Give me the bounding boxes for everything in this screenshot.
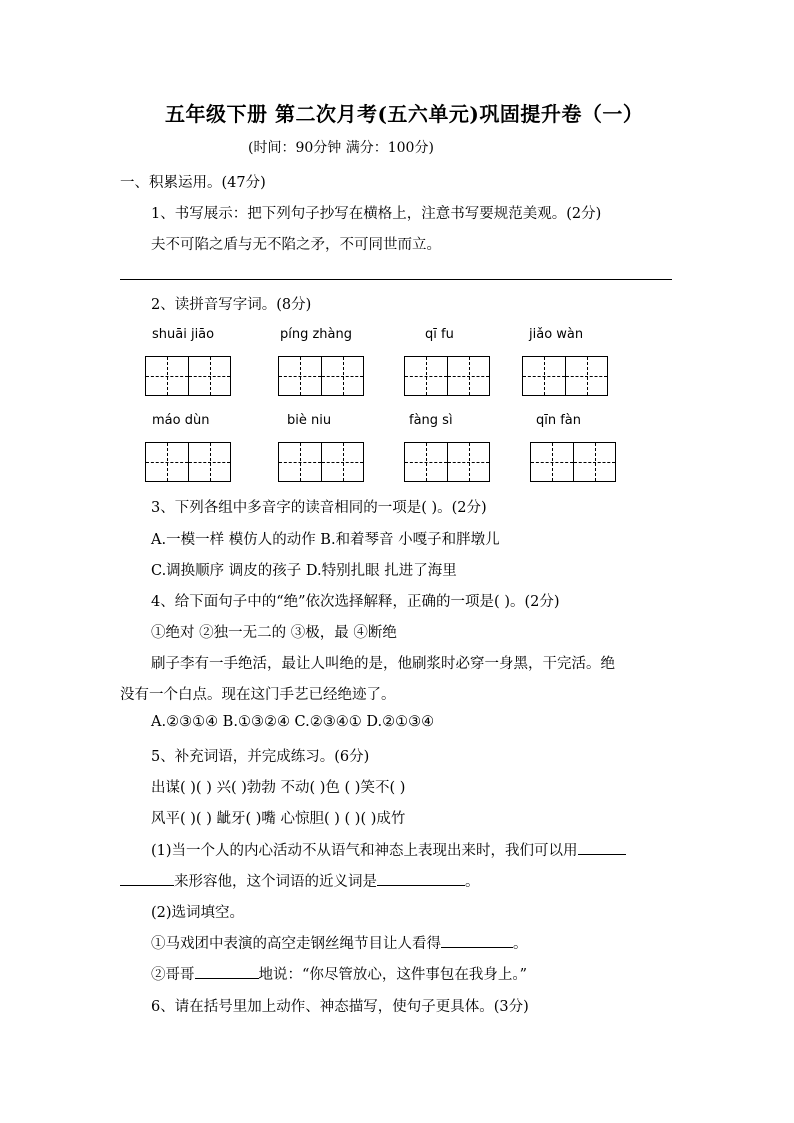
pinyin-label: fàng sì: [409, 413, 453, 428]
q2-prompt: 2、读拼音写字词。(8分): [151, 297, 312, 313]
character-grid[interactable]: [530, 442, 616, 482]
answer-blank[interactable]: [120, 885, 174, 886]
pinyin-label: shuāi jiāo: [152, 327, 215, 342]
pinyin-label: qī fu: [425, 327, 454, 342]
q6-prompt: 6、请在括号里加上动作、神态描写，使句子更具体。(3分): [151, 999, 529, 1015]
section-heading: 一、积累运用。(47分): [120, 175, 266, 191]
character-grid[interactable]: [522, 356, 608, 396]
q5-sub1-cont: 来形容他，这个词语的近义词是 。: [120, 870, 480, 891]
pinyin-label: píng zhàng: [280, 327, 353, 342]
q5-sub1-text: 来形容他，这个词语的近义词是: [174, 874, 377, 890]
exam-subtitle: (时间：90分钟 满分：100分): [248, 140, 434, 156]
q1-sentence: 夫不可陷之盾与无不陷之矛，不可同世而立。: [151, 237, 441, 253]
answer-blank[interactable]: [377, 885, 465, 886]
q5-idioms: 风平( )( ) 龇牙( )嘴 心惊胆( ) ( )( )成竹: [151, 811, 406, 827]
answer-blank[interactable]: [195, 978, 259, 979]
q5-fill-text: ①马戏团中表演的高空走钢丝绳节目让人看得: [151, 936, 441, 952]
pinyin-label: qīn fàn: [536, 413, 582, 428]
pinyin-label: máo dùn: [152, 413, 210, 428]
q5-idioms: 出谋( )( ) 兴( )勃勃 不动( )色 ( )笑不( ): [151, 780, 406, 796]
character-grid[interactable]: [145, 356, 231, 396]
q4-prompt: 4、给下面句子中的“绝”依次选择解释，正确的一项是( )。(2分): [151, 594, 560, 610]
q1-writing-line[interactable]: [120, 279, 672, 280]
q5-fill-text: 地说：“你尽管放心，这件事包在我身上。”: [258, 967, 528, 983]
q3-options-ab: A.一模一样 模仿人的动作 B.和着琴音 小嘎子和胖墩儿: [151, 532, 500, 548]
q5-fill1: ①马戏团中表演的高空走钢丝绳节目让人看得 。: [151, 936, 528, 952]
q4-meanings: ①绝对 ②独一无二的 ③极，最 ④断绝: [151, 625, 397, 641]
q3-prompt: 3、下列各组中多音字的读音相同的一项是( )。(2分): [151, 500, 487, 516]
character-grid[interactable]: [404, 442, 490, 482]
q5-sub1: [151, 839, 626, 860]
q5-prompt: 5、补充词语，并完成练习。(6分): [151, 749, 370, 765]
q5-sub1-text: (1)当一个人的内心活动不从语气和神态上表现出来时，我们可以用: [151, 843, 578, 859]
answer-blank[interactable]: [441, 947, 513, 948]
character-grid[interactable]: [145, 442, 231, 482]
q3-options-cd: C.调换顺序 调皮的孩子 D.特别扎眼 扎进了海里: [151, 563, 457, 579]
q5-fill2: [151, 963, 527, 984]
character-grid[interactable]: [278, 356, 364, 396]
q5-sub2: (2)选词填空。: [151, 905, 245, 921]
q5-fill-text: ②哥哥: [151, 967, 195, 983]
answer-blank[interactable]: [578, 854, 626, 855]
pinyin-label: biè niu: [287, 413, 332, 428]
q4-passage: 没有一个白点。现在这门手艺已经绝迹了。: [120, 687, 396, 703]
q1-prompt: 1、书写展示：把下列句子抄写在横格上，注意书写要规范美观。(2分): [151, 206, 602, 222]
q4-choices: A.②③①④ B.①③②④ C.②③④① D.②①③④: [151, 714, 435, 730]
pinyin-label: jiǎo wàn: [529, 327, 584, 342]
character-grid[interactable]: [404, 356, 490, 396]
character-grid[interactable]: [278, 442, 364, 482]
q4-passage: 刷子李有一手绝活，最让人叫绝的是，他刷浆时必穿一身黑，干完活。绝: [151, 656, 615, 672]
page-title: 五年级下册 第二次月考(五六单元)巩固提升卷（一）: [165, 102, 644, 126]
